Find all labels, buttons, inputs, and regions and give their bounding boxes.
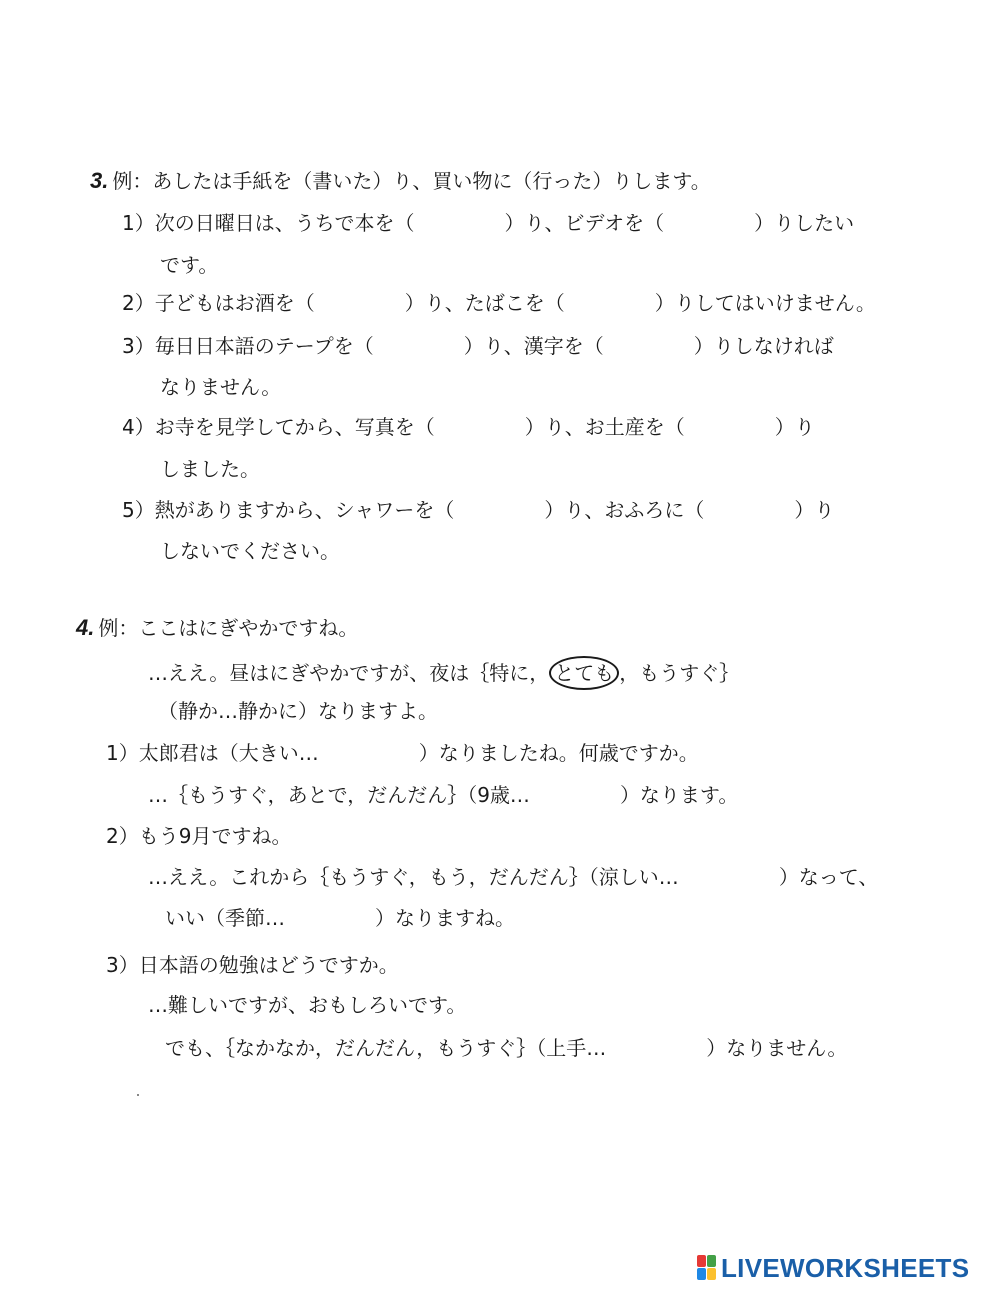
item-text: なりません。 [160,375,282,399]
section3-item-1-cont [160,250,218,280]
section4-example: 例：ここはにぎやかですね。 [98,616,359,640]
circled-answer: とても [549,656,619,690]
item-text: です。 [160,253,219,277]
section3-item-5-cont [160,536,340,566]
section3-item-5 [122,495,834,525]
section3-item-3 [122,331,834,361]
item-text: ）り、漢字を（ [463,334,604,358]
section4-number: 4. [76,615,95,640]
item-text: しました。 [160,457,260,481]
item-text: ）なります。 [619,783,739,807]
item-text: ）り [794,498,835,522]
item-text: ）なりましたね。何歳ですか。 [418,741,699,765]
item-text: 4）お寺を見学してから、写真を（ [122,415,435,439]
item-text: いい（季節… [165,906,285,930]
item-text: …ええ。これから｛もうすぐ，もう，だんだん｝（涼しい… [148,865,679,889]
section4-item-3-q [106,950,399,980]
item-text: 1）太郎君は（大きい… [106,741,319,765]
item-text: ）りしてはいけません。 [654,291,876,315]
section3-item-4 [122,412,815,442]
section4-item-2-q [106,821,291,851]
item-text: ）なりますね。 [375,906,515,930]
item-text: （静か…静かに）なりますよ。 [158,699,438,723]
section4-item-2-a [148,862,878,892]
item-text: 3）毎日日本語のテープを（ [122,334,374,358]
scan-speck [137,1094,139,1096]
item-text: 1）次の日曜日は、うちで本を（ [122,211,415,235]
item-text: でも、｛なかなか，だんだん，もうすぐ｝（上手… [165,1036,607,1060]
section4-item-3-a [148,990,466,1020]
section4-item-3-a-cont [165,1033,847,1063]
item-text: 2）もう9月ですね。 [106,824,292,848]
item-text: 3）日本語の勉強はどうですか。 [106,953,399,977]
item-text: ）りしなければ [693,334,834,358]
section4-example-answer-2 [158,696,438,726]
item-text: ）りしたい [754,211,855,235]
item-text: 5）熱がありますから、シャワーを（ [122,498,455,522]
liveworksheets-logo [697,1253,992,1283]
item-text: ）り、おふろに（ [544,498,705,522]
item-text: ）り、たばこを（ [404,291,565,315]
item-text: …ええ。昼はにぎやかですが、夜は｛特に， [148,661,550,685]
item-text: ）り、お土産を（ [524,415,685,439]
section3-item-1 [122,208,854,238]
item-text: …｛もうすぐ，あとで，だんだん｝（9歳… [148,783,530,807]
section3-item-3-cont [160,372,281,402]
item-text: ）なりません。 [706,1036,848,1060]
item-text: …難しいですが、おもしろいです。 [148,993,467,1017]
section3-example: 例：あしたは手紙を（書いた）り、買い物に（行った）りします。 [112,169,711,193]
section4-item-1-q [106,738,699,768]
item-text: ）なって、 [778,865,879,889]
section3-item-4-cont [160,454,260,484]
section4-item-2-a-cont [165,903,515,933]
section4-example-answer [148,656,739,690]
section4-item-1-a [148,780,738,810]
section3-number: 3. [90,168,109,193]
item-text: しないでください。 [160,539,340,563]
logo-badge-icon [697,1255,717,1281]
brand-text: LIVEWORKSHEETS [721,1252,970,1283]
section3-example-line [90,166,711,196]
item-text: ）り [774,415,815,439]
item-text: ，もうすぐ｝ [619,661,740,685]
section4-example-line [76,613,358,643]
section3-item-2 [122,288,876,318]
item-text: ）り、ビデオを（ [504,211,665,235]
item-text: 2）子どもはお酒を（ [122,291,315,315]
